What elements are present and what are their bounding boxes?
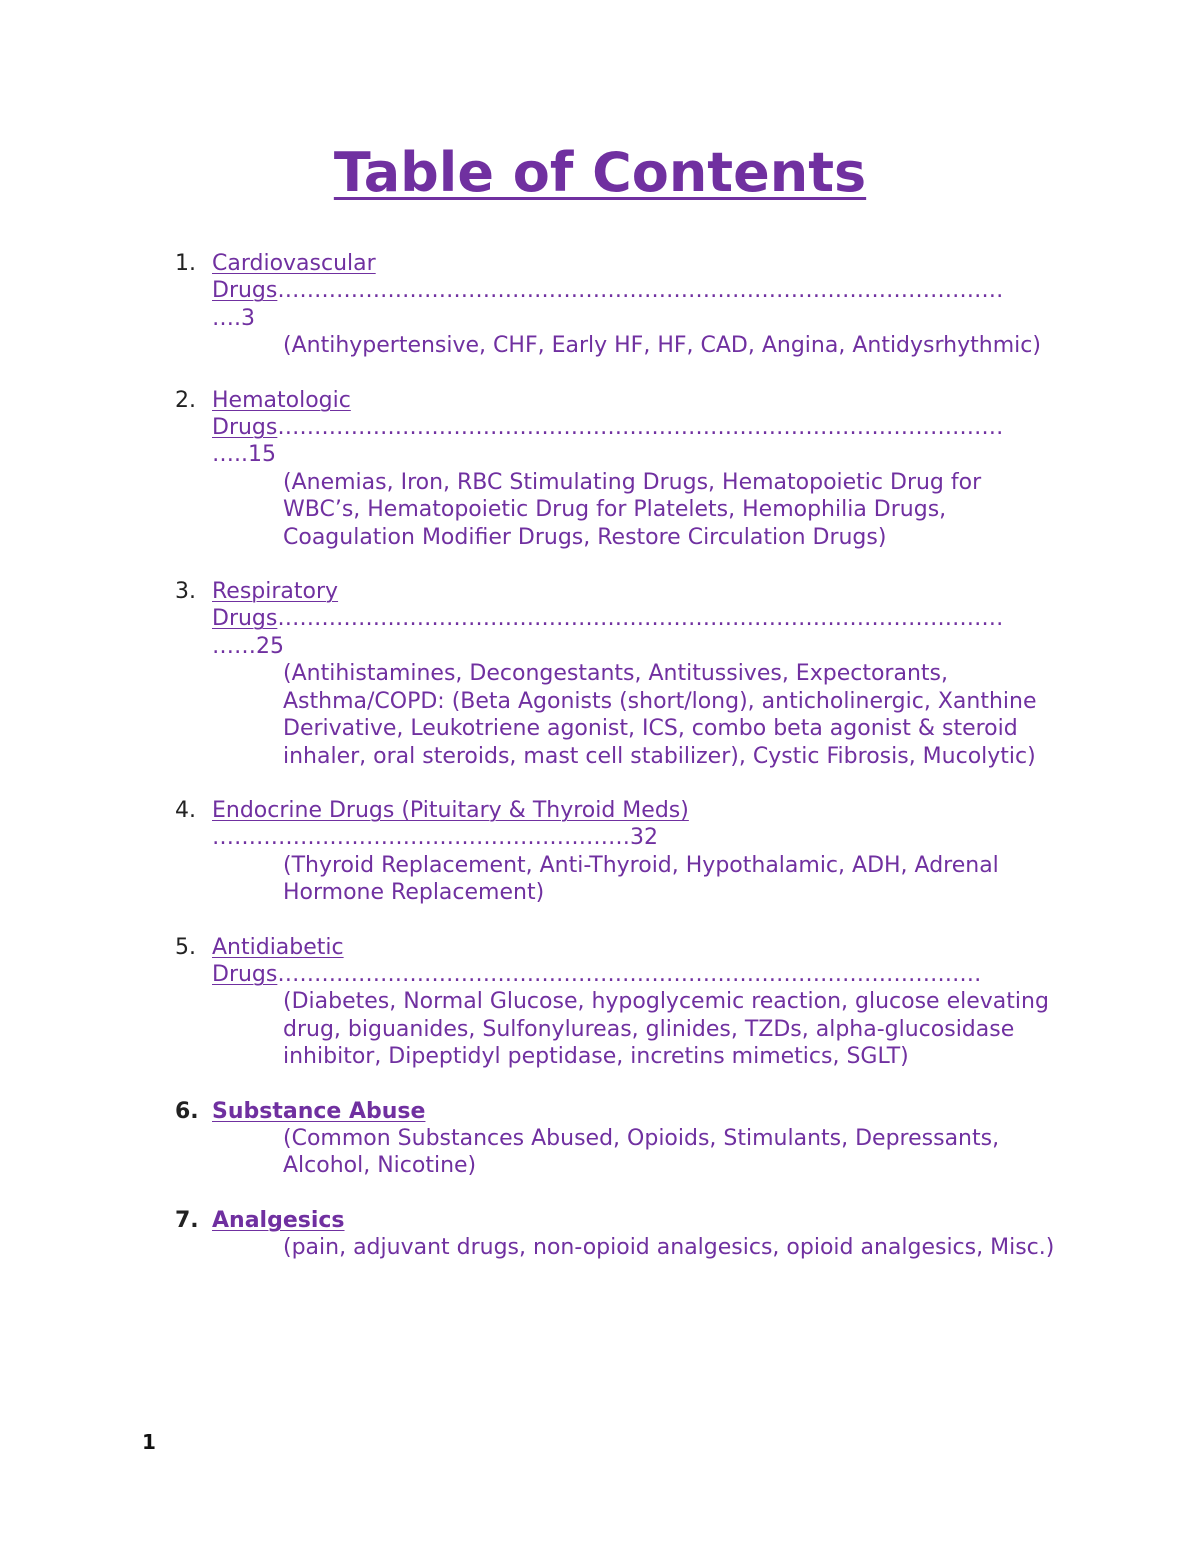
toc-link-hematologic[interactable]: Hematologic [212,387,351,413]
toc-link-endocrine[interactable]: Endocrine Drugs (Pituitary & Thyroid Meds) [212,797,689,823]
toc-entry-analgesics [0,1207,1062,1262]
page-number: 1 [142,1430,156,1454]
toc-leader-dots: …………………………………………………32 [212,825,658,851]
toc-entry-antidiabetic [0,934,1062,1071]
toc-description: (Common Substances Abused, Opioids, Stimulants, Depressants, Alcohol, Nicotine) [283,1125,1000,1179]
toc-link-cardiovascular[interactable]: Cardiovascular [212,251,376,276]
page-title-text: Table of Contents [333,141,867,204]
toc-description: (Antihistamines, Decongestants, Antitussives, Expectorants, Asthma/COPD: (Beta Agonists (short/long), anticholinergic, Xanthine Derivative, Leukotriene agonist, ICS, combo beta agonist & steroid inhaler, oral steroids, mast cell stabilizer), Cystic Fibrosis, Mucolytic) [283,661,1037,769]
toc-entry-number: 4. [175,797,196,823]
toc-link-analgesics[interactable]: Analgesics [212,1207,345,1233]
toc-link-antidiabetic-cont[interactable]: Drugs [212,961,278,987]
toc-leader-dots: …………………………………………………………………………………… [277,961,982,987]
toc-link-cardiovascular-cont[interactable]: Drugs [212,278,278,304]
toc-entry-number: 6. [175,1098,199,1124]
toc-entry-number: 2. [175,387,196,413]
toc-entry-hematologic [0,387,1062,551]
toc-page-ref: ……25 [212,633,284,659]
toc-description: (pain, adjuvant drugs, non-opioid analgesics, opioid analgesics, Misc.) [283,1235,1055,1261]
toc-entry-number: 7. [175,1207,199,1233]
toc-page-ref: ….3 [212,305,255,331]
toc-link-substance-abuse[interactable]: Substance Abuse [212,1098,426,1124]
toc-description: (Anemias, Iron, RBC Stimulating Drugs, Hematopoietic Drug for WBC’s, Hematopoietic Drug for Platelets, Hemophilia Drugs, Coagulation Modifier Drugs, Restore Circulation Drugs) [283,469,982,550]
toc-entry-cardiovascular [0,250,1062,360]
toc-entry-number: 5. [175,934,196,960]
toc-entry-number: 3. [175,579,196,605]
toc-link-hematologic-cont[interactable]: Drugs [212,415,278,441]
toc-entry-respiratory [0,578,1062,770]
toc-list [0,250,1200,1289]
toc-leader-dots: ……………………………………………………………………………………… [277,606,1004,632]
toc-entry-endocrine [0,797,1062,907]
toc-link-antidiabetic[interactable]: Antidiabetic [212,934,344,960]
toc-link-respiratory-cont[interactable]: Drugs [212,606,278,632]
toc-entry-substance-abuse [0,1098,1062,1180]
toc-description: (Diabetes, Normal Glucose, hypoglycemic reaction, glucose elevating drug, biguanides, Sulfonylureas, glinides, TZDs, alpha-glucosidase inhibitor, Dipeptidyl peptidase, incretins mimetics, SGLT) [283,989,1049,1070]
toc-description: (Antihypertensive, CHF, Early HF, HF, CAD, Angina, Antidysrhythmic) [283,333,1041,359]
toc-leader-dots: ……………………………………………………………………………………… [277,278,1004,304]
page-title [0,140,1200,206]
toc-description: (Thyroid Replacement, Anti-Thyroid, Hypothalamic, ADH, Adrenal Hormone Replacement) [283,852,999,906]
toc-leader-dots: ……………………………………………………………………………………… [277,415,1004,441]
toc-entry-number: 1. [175,251,196,276]
toc-link-respiratory[interactable]: Respiratory [212,579,339,605]
toc-page-ref: …..15 [212,442,276,468]
